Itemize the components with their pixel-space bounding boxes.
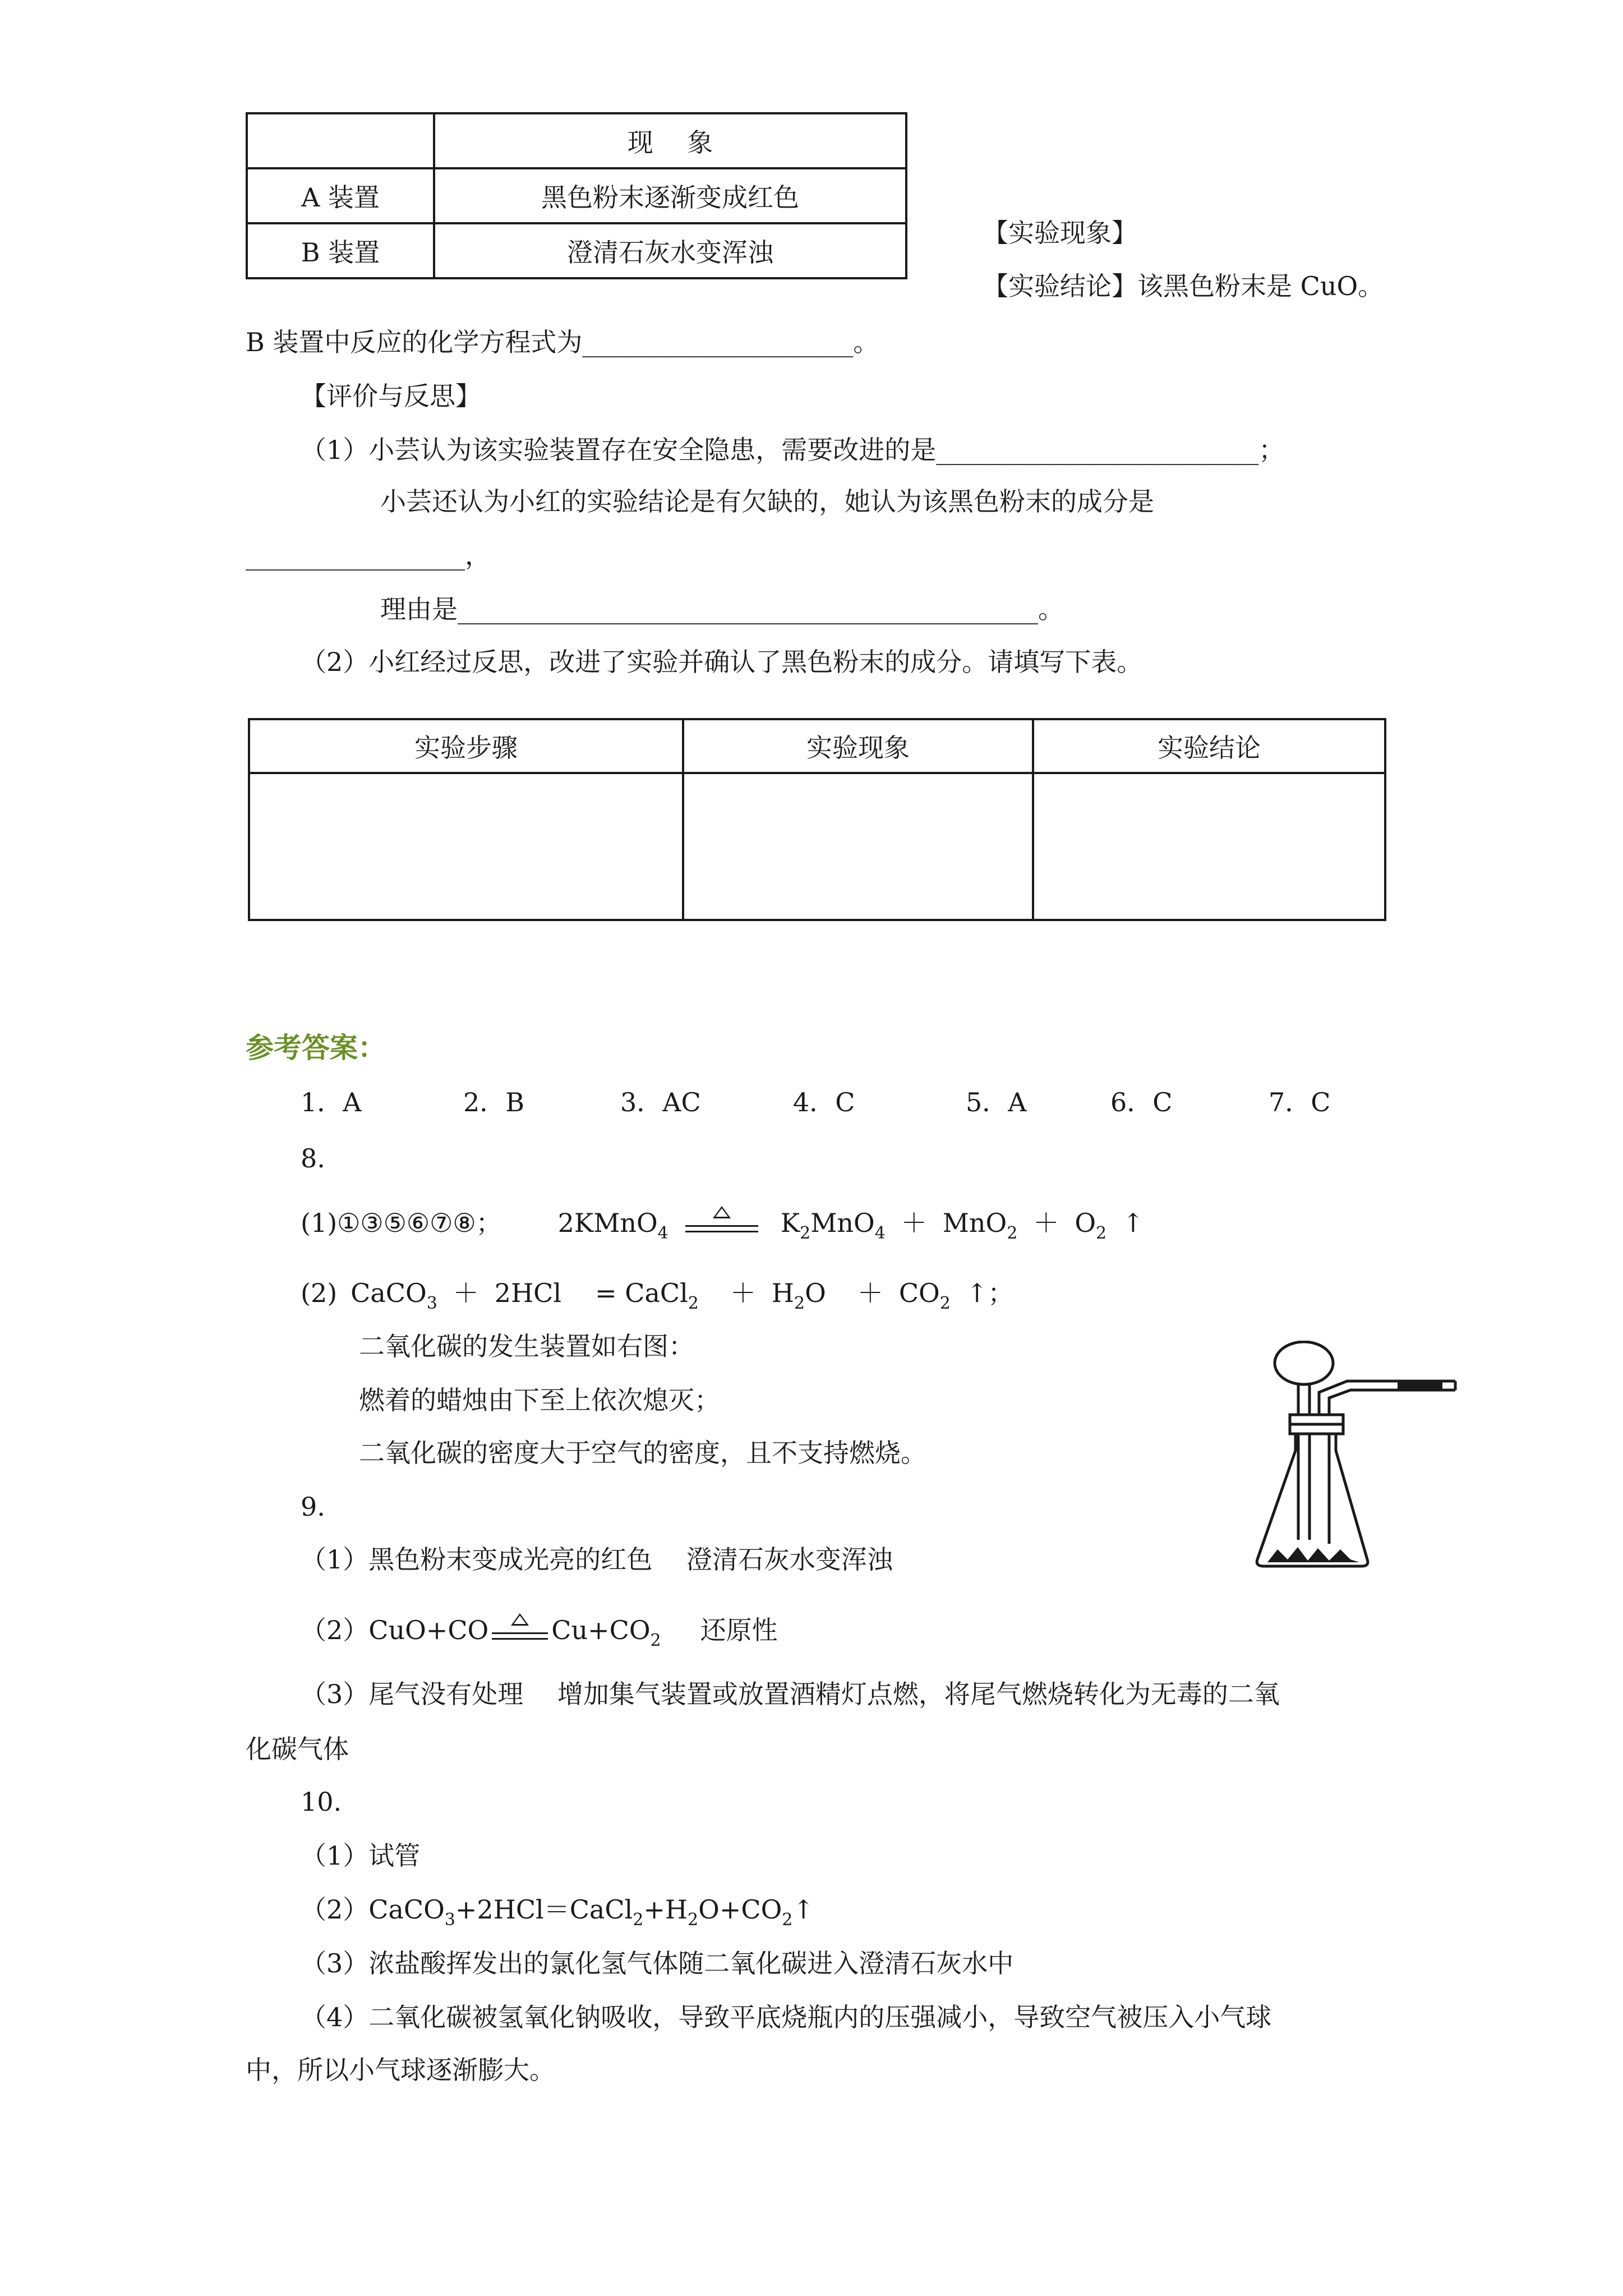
heating-equals-sign xyxy=(492,1613,548,1647)
table2-cell-steps[interactable] xyxy=(249,773,683,920)
question-1c: _________________， xyxy=(246,540,491,570)
table2-header: 实验结论 xyxy=(1033,719,1385,773)
question-1: （1）小芸认为该实验装置存在安全隐患，需要改进的是_________________________； xyxy=(301,435,1285,465)
apparatus-phenomenon-table xyxy=(246,112,907,279)
question-2: （2）小红经过反思，改进了实验并确认了黑色粉末的成分。请填写下表。 xyxy=(301,647,1143,677)
co2-generator-apparatus-icon xyxy=(1251,1341,1486,1576)
q10-2-line: $(2)CaCO_3+2HCl=CaCl_2+H_2O+CO_2↑$ xyxy=(301,1894,814,1930)
q9-3b: 化碳气体 xyxy=(246,1734,349,1764)
heating-equals-sign xyxy=(685,1206,758,1240)
mc-answer: 7．C xyxy=(1269,1087,1331,1117)
table2-cell-conclusion[interactable] xyxy=(1033,773,1385,920)
side-phenomenon: 【实验现象】 xyxy=(983,218,1137,248)
q9-3: （3）尾气没有处理 增加集气装置或放置酒精灯点燃，将尾气燃烧转化为无毒的二氧 xyxy=(301,1679,1280,1709)
side-conclusion: 【实验结论】该黑色粉末是 CuO。 xyxy=(983,271,1384,301)
q8-number: 8. xyxy=(301,1143,325,1174)
table1-blank-header xyxy=(247,113,434,168)
q10-4: （4）二氧化碳被氢氧化钠吸收，导致平底烧瓶内的压强减小，导致空气被压入小气球 xyxy=(301,2002,1272,2032)
mc-answer: 4．C xyxy=(793,1087,855,1117)
q10-4b: 中，所以小气球逐渐膨大。 xyxy=(246,2055,555,2085)
q8-1-reactant: 2KMnO xyxy=(557,1208,658,1238)
q9-number: 9. xyxy=(301,1492,325,1522)
answers-title: 参考答案： xyxy=(246,1031,386,1064)
table2-cell-phenomenon[interactable] xyxy=(683,773,1033,920)
q10-3: （3）浓盐酸挥发出的氯化氢气体随二氧化碳进入澄清石灰水中 xyxy=(301,1948,1014,1978)
evaluation-title: 【评价与反思】 xyxy=(301,381,481,411)
q9-1: （1）黑色粉末变成光亮的红色 澄清石灰水变浑浊 xyxy=(301,1544,893,1575)
q8-2-line2: 二氧化碳的发生装置如右图： xyxy=(359,1331,694,1361)
table2-header: 实验现象 xyxy=(683,719,1033,773)
mc-answer: 5．A xyxy=(966,1087,1027,1117)
q9-2-line: （2）CuO+CO $Cu+CO_2$ 还原性 xyxy=(301,1613,778,1647)
experiment-table xyxy=(248,718,1386,921)
q8-2-line: (2) CaCO$_3$ ＋ 2HCl = CaCl$_2$ ＋ $H_2O + CO_2$ ↑； xyxy=(301,1278,1014,1313)
b-equation-line: B 装置中反应的化学方程式为_____________________。 xyxy=(246,327,879,357)
q10-number: 10. xyxy=(301,1787,342,1817)
table1-header: 现 象 xyxy=(434,113,906,168)
table1-row-value: 澄清石灰水变浑浊 xyxy=(434,223,906,278)
table1-row-label: A 装置 xyxy=(247,168,434,223)
question-1d: 理由是_____________________________________________。 xyxy=(380,594,1064,624)
table1-row-label: B 装置 xyxy=(247,223,434,278)
mc-answer: 6．C xyxy=(1110,1087,1173,1117)
q8-1-prefix: (1)①③⑤⑥⑦⑧； xyxy=(301,1208,502,1238)
mc-answer: 2．B xyxy=(463,1087,525,1117)
mc-answer: 1．A xyxy=(301,1087,362,1117)
question-1b: 小芸还认为小红的实验结论是有欠缺的，她认为该黑色粉末的成分是 xyxy=(380,486,1154,517)
table1-row-value: 黑色粉末逐渐变成红色 xyxy=(434,168,906,223)
q8-1-line: (1)①③⑤⑥⑦⑧； 2KMnO$_4$ $K_2MnO_4 + MnO_2 + O_2$ ↑ xyxy=(301,1206,1144,1240)
q10-1: （1）试管 xyxy=(301,1841,421,1871)
mc-answer: 3．AC xyxy=(620,1087,701,1117)
q8-2-line3: 燃着的蜡烛由下至上依次熄灭； xyxy=(359,1385,720,1415)
table2-header: 实验步骤 xyxy=(249,719,683,773)
q8-2-line4: 二氧化碳的密度大于空气的密度，且不支持燃烧。 xyxy=(359,1438,926,1468)
